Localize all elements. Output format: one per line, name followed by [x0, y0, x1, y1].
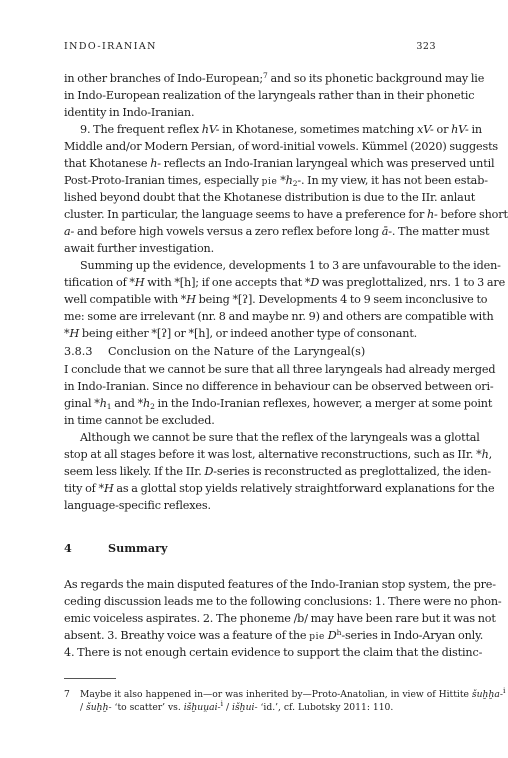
text-line: 4. There is not enough certain evidence to support the claim that the distinc-	[64, 646, 483, 659]
text-line: ceding discussion leads me to the following conclusions: 1. There were no phon-	[64, 595, 502, 608]
text-line: seem less likely. If the IIr. D-series is reconstructed as preglottalized, the iden-	[64, 465, 492, 478]
footnote-line: / šuḫḫ- ‘to scatter’ vs. išḫuu̯ai-$^i$ / išḫui- ‘id.’, cf. Lubotsky 2011: 110.	[80, 699, 394, 713]
text-line: ginal $*h_1$ and $*h_2$ in the Indo-Iranian reflexes, however, a merger at some point	[64, 397, 493, 411]
text-line: *H being either *[ʔ] or *[h], or indeed another type of consonant.	[64, 327, 418, 340]
text-line: in Indo-Iranian. Since no difference in behaviour can be observed between ori-	[64, 380, 494, 393]
footnote-line: Maybe it also happened in—or was inherited by—Proto-Anatolian, in view of Hittite šuḫḫa-$^i$	[80, 686, 506, 700]
text-line: emic voiceless aspirates. 2. The phoneme /b/ may have been rare but it was not	[64, 612, 496, 625]
section-number: 3.8.3	[64, 345, 93, 358]
text-line: tification of *H with *[h]; if one accepts that *D was preglottalized, nrs. 1 to 3 are	[64, 276, 506, 289]
text-line: stop at all stages before it was lost, alternative reconstructions, such as IIr. *h,	[64, 448, 493, 461]
text-line: Post-Proto-Iranian times, especially pie $*h_2-$. In my view, it has not been estab-	[64, 174, 488, 188]
footnote-number: 7	[64, 689, 70, 700]
text-line: in other branches of Indo-European;$^7$ and so its phonetic background may lie	[64, 71, 485, 85]
text-line: a- and before high vowels versus a zero reflex before long ā-. The matter must	[64, 225, 490, 238]
footnote-divider	[64, 678, 116, 679]
footnote-ref: 7	[263, 71, 268, 80]
running-header	[64, 41, 436, 55]
text-line: 9. The frequent reflex hV- in Khotanese, sometimes matching xV- or hV- in	[80, 123, 482, 136]
section-title: Conclusion on the Nature of the Laryngeal(s)	[108, 345, 366, 358]
text-line: identity in Indo-Iranian.	[64, 106, 195, 119]
text-line: absent. 3. Breathy voice was a feature of the pie $D^h$-series in Indo-Aryan only.	[64, 628, 484, 642]
text-line: await further investigation.	[64, 242, 215, 255]
text-line: cluster. In particular, the language seems to have a preference for h- before short	[64, 208, 508, 221]
text-line: I conclude that we cannot be sure that all three laryngeals had already merged	[64, 363, 496, 376]
paragraph-summing-up	[64, 257, 506, 342]
text-line: in Indo-European realization of the laryngeals rather than in their phonetic	[64, 89, 475, 102]
text-line: Middle and/or Modern Persian, of word-initial vowels. Kümmel (2020) suggests	[64, 140, 499, 153]
text-line: Summing up the evidence, developments 1 to 3 are unfavourable to the iden-	[80, 259, 501, 272]
text-line: in time cannot be excluded.	[64, 414, 215, 427]
paragraph-continuation	[64, 70, 485, 121]
paragraph-conclusion	[64, 361, 496, 429]
text-line: Although we cannot be sure that the reflex of the laryngeals was a glottal	[80, 431, 480, 444]
page-number: 323	[416, 41, 436, 52]
text-line: me: some are irrelevant (nr. 8 and maybe nr. 9) and others are compatible with	[64, 310, 494, 323]
paragraph-summary	[64, 576, 502, 661]
text-line: tity of *H as a glottal stop yields relatively straightforward explanations for the	[64, 482, 495, 495]
footnote-7	[64, 686, 506, 714]
section-number: 4	[64, 541, 72, 555]
text-line: well compatible with *H being *[ʔ]. Developments 4 to 9 seem inconclusive to	[64, 293, 488, 306]
text-line: As regards the main disputed features of the Indo-Iranian stop system, the pre-	[64, 578, 496, 591]
paragraph-item-9	[64, 121, 508, 257]
text-line: that Khotanese h- reflects an Indo-Iranian laryngeal which was preserved until	[64, 157, 495, 170]
paragraph-glottal-stop	[64, 429, 495, 514]
running-title: INDO-IRANIAN	[64, 41, 157, 52]
text-line: lished beyond doubt that the Khotanese distribution is due to the IIr. anlaut	[64, 191, 476, 204]
section-title: Summary	[108, 541, 168, 555]
text-line: language-specific reflexes.	[64, 499, 211, 512]
